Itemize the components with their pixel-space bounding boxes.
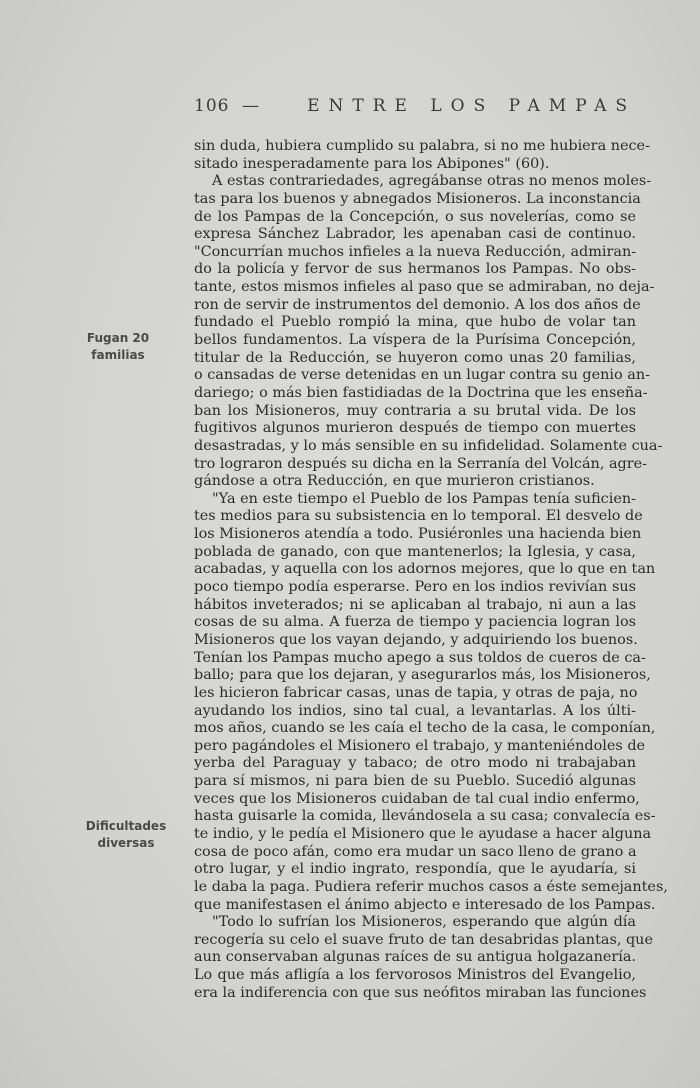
text-line: Misioneros que los vayan dejando, y adquiriendo los buenos. [194,631,638,648]
text-line: bellos fundamentos. La víspera de la Purísima Concepción, [194,332,636,349]
text-line: do la policía y fervor de sus hermanos los Pampas. No obs- [194,261,636,278]
text-line: te indio, y le pedía el Misionero que le ayudase a hacer alguna [194,825,652,842]
text-line: les hicieron fabricar casas, unas de tapia, y otras de paja, no [194,684,638,701]
text-line: para sí mismos, ni para bien de su Pueblo. Sucedió algunas [194,773,636,790]
text-line: cosas de su alma. A fuerza de tiempo y paciencia logran los [194,614,636,631]
margin-note-line: familias [91,348,145,362]
text-line: gándose a otra Reducción, en que murieron cristianos. [194,473,595,490]
text-line: yerba del Paraguay y tabaco; de otro modo ni trabajaban [194,755,636,772]
text-line: que manifestasen el ánimo abjecto e interesado de los Pampas. [194,896,656,913]
body-text [194,138,668,1002]
margin-note-dificultades [76,818,176,852]
text-line: mos años, cuando se les caía el techo de la casa, le componían, [194,720,656,737]
text-line: fugitivos algunos murieron después de tiempo con muertes [194,420,636,437]
text-line: poblada de ganado, con que mantenerlos; la Iglesia, y casa, [194,543,636,560]
text-line: de los Pampas de la Concepción, o sus novelerías, como se [194,208,636,225]
text-line: ayudando los indios, sino tal cual, a levantarlas. A los últi- [194,702,636,719]
text-line: tas para los buenos y abnegados Misioneros. La inconstancia [194,190,641,207]
text-line: desastradas, y lo más sensible en su infidelidad. Solamente cua- [194,437,663,454]
text-line: tante, estos mismos infieles al paso que se admiraban, no deja- [194,279,655,296]
text-line: los Misioneros atendía a todo. Pusiéronles una hacienda bien [194,526,642,543]
text-line: dariego; o más bien fastidiadas de la Doctrina que les enseña- [194,384,648,401]
text-line: Tenían los Pampas mucho apego a sus toldos de cueros de ca- [194,649,646,666]
text-line: sitado inesperadamente para los Abipones" (60). [194,155,550,172]
text-line: otro lugar, y el indio ingrato, respondía, que le ayudaría, si [194,861,636,878]
text-line: "Ya en este tiempo el Pueblo de los Pampas tenía suficien- [212,490,636,507]
text-line: tes medios para su subsistencia en lo temporal. El desvelo de [194,508,643,525]
text-line: cosa de poco afán, como era mudar un saco lleno de grano a [194,843,637,860]
text-line: hasta guisarle la comida, llevándosela a su casa; convalecía es- [194,808,656,825]
text-line: titular de la Reducción, se huyeron como unas 20 familias, [194,349,636,366]
text-line: aun conservaban algunas raíces de su antigua holgazanería. [194,949,636,966]
text-line: le daba la paga. Pudiera referir muchos casos a éste semejantes, [194,878,668,895]
text-line: "Todo lo sufrían los Misioneros, esperando que algún día [212,914,636,931]
margin-note-line: diversas [97,836,155,850]
text-line: ron de servir de instrumentos del demonio. A los dos años de [194,296,641,313]
page-number: 106 [194,96,230,116]
text-line: veces que los Misioneros cuidaban de tal cual indio enfermo, [194,790,640,807]
header-dash: — [242,96,259,116]
text-line: era la indiferencia con que sus neófitos miraban las funciones [194,984,647,1001]
margin-note-line: Fugan 20 [86,331,150,345]
running-title: ENTRE LOS PAMPAS [307,96,636,116]
text-line: ban los Misioneros, muy contraria a su brutal vida. De los [194,402,636,419]
margin-note-fugan [68,330,168,364]
text-line: ballo; para que los dejaran, y asegurarlos más, los Misioneros, [194,667,651,684]
text-line: hábitos inveterados; ni se aplicaban al trabajo, ni aun a las [194,596,636,613]
text-line: sin duda, hubiera cumplido su palabra, si no me hubiera nece- [194,138,650,154]
text-line: o cansadas de verse detenidas en un lugar contra su genio an- [194,367,650,384]
page-header [194,96,636,118]
margin-note-line: Dificultades [85,819,167,833]
text-line: "Concurrían muchos infieles a la nueva Reducción, admiran- [194,243,637,260]
text-line: A estas contrariedades, agregábanse otras no menos moles- [212,173,652,190]
text-line: recogería su celo el suave fruto de tan desabridas plantas, que [194,931,653,948]
text-line: pero pagándoles el Misionero el trabajo, y manteniéndoles de [194,737,646,754]
text-line: poco tiempo podía esperarse. Pero en los indios revivían sus [194,579,636,596]
text-line: fundado el Pueblo rompió la mina, que hubo de volar tan [194,314,636,331]
text-line: tro lograron después su dicha en la Serranía del Volcán, agre- [194,455,648,472]
text-line: expresa Sánchez Labrador, les apenaban casi de continuo. [194,226,636,243]
text-line: acabadas, y aquella con los adornos mejores, que lo que en tan [194,561,656,578]
text-line: Lo que más afligía a los fervorosos Ministros del Evangelio, [194,967,636,984]
